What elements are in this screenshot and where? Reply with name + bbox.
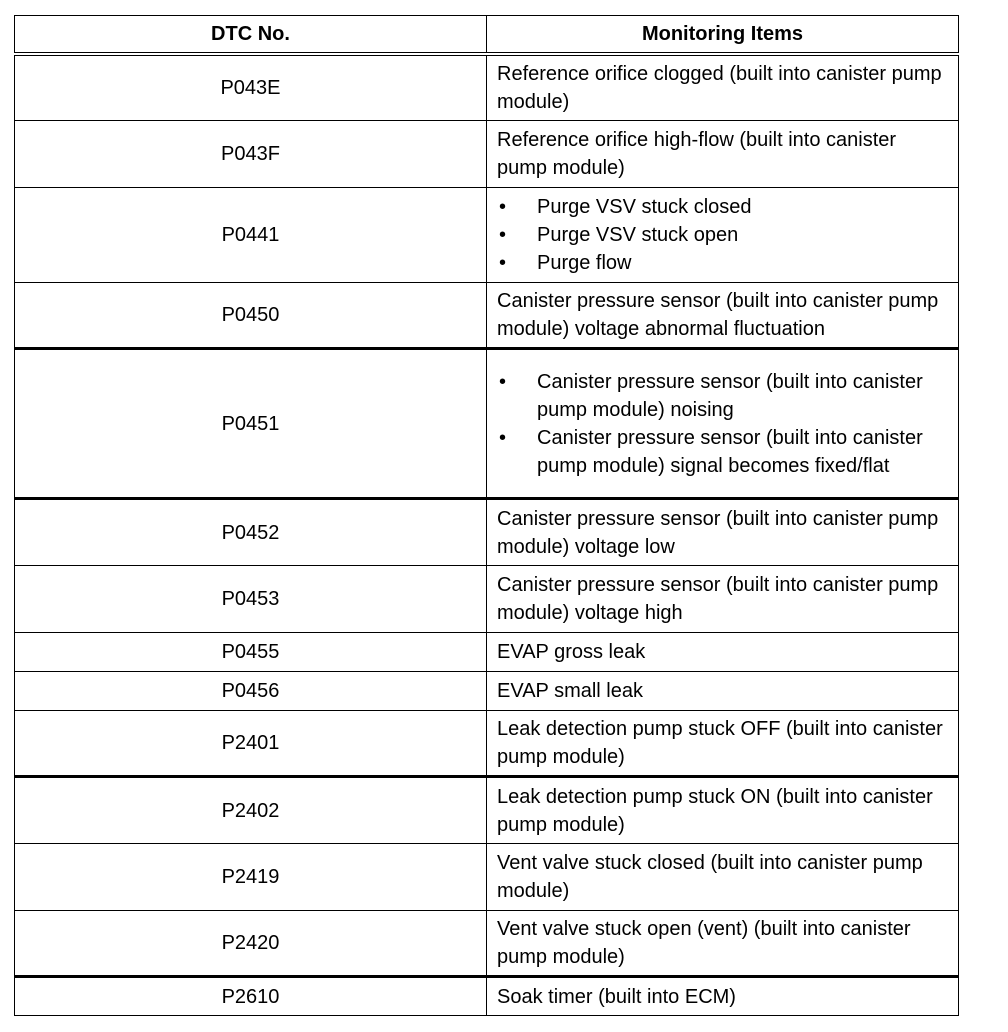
dtc-code: P0450 [15,283,487,349]
monitoring-item: Leak detection pump stuck ON (built into canister pump module) [487,777,959,844]
bullet-marker: • [499,370,507,393]
bullet-list [497,193,948,277]
header-dtc-no: DTC No. [15,16,487,54]
table-row [15,711,959,777]
bullet-text: Purge VSV stuck closed [537,196,752,218]
dtc-code: P0452 [15,499,487,566]
table-header-row [15,16,959,54]
bullet-marker: • [499,224,507,246]
header-monitoring-items: Monitoring Items [487,16,959,54]
dtc-code: P0453 [15,566,487,633]
table-row [15,672,959,711]
table-row [15,777,959,844]
table-row [15,499,959,566]
monitoring-item [487,188,959,283]
table-row [15,633,959,672]
monitoring-item: EVAP gross leak [487,633,959,672]
bullet-marker: • [499,252,507,274]
monitoring-item: EVAP small leak [487,672,959,711]
table-row [15,977,959,1016]
dtc-code: P043E [15,54,487,121]
dtc-code: P2401 [15,711,487,777]
monitoring-item: Vent valve stuck open (vent) (built into canister pump module) [487,911,959,977]
table-row [15,349,959,499]
dtc-code: P2610 [15,977,487,1016]
bullet-list [497,368,948,480]
monitoring-item [487,349,959,499]
monitoring-item: Canister pressure sensor (built into canister pump module) voltage abnormal fluctuation [487,283,959,349]
dtc-code: P2420 [15,911,487,977]
bullet-text: Canister pressure sensor (built into canister pump module) signal becomes fixed/flat [537,426,923,477]
bullet-marker: • [499,196,507,218]
table-row [15,566,959,633]
bullet-text: Canister pressure sensor (built into canister pump module) noising [537,370,923,421]
table-row [15,188,959,283]
bullet-text: Purge flow [537,252,632,274]
dtc-code: P0451 [15,349,487,499]
monitoring-item: Reference orifice high-flow (built into canister pump module) [487,121,959,188]
table-row [15,283,959,349]
monitoring-item: Canister pressure sensor (built into canister pump module) voltage high [487,566,959,633]
bullet-item [497,368,948,424]
dtc-code: P2402 [15,777,487,844]
dtc-code: P0456 [15,672,487,711]
dtc-code: P0441 [15,188,487,283]
monitoring-item: Vent valve stuck closed (built into canister pump module) [487,844,959,911]
table-row [15,54,959,121]
dtc-code: P043F [15,121,487,188]
dtc-monitoring-table [14,15,959,1016]
dtc-code: P0455 [15,633,487,672]
monitoring-item: Soak timer (built into ECM) [487,977,959,1016]
bullet-item [497,193,948,221]
monitoring-item: Reference orifice clogged (built into canister pump module) [487,54,959,121]
dtc-code: P2419 [15,844,487,911]
table-row [15,844,959,911]
monitoring-item: Canister pressure sensor (built into canister pump module) voltage low [487,499,959,566]
bullet-text: Purge VSV stuck open [537,224,739,246]
table-row [15,911,959,977]
bullet-item [497,249,948,277]
table-row [15,121,959,188]
bullet-item [497,221,948,249]
bullet-marker: • [499,426,507,449]
bullet-item [497,424,948,480]
monitoring-item: Leak detection pump stuck OFF (built into canister pump module) [487,711,959,777]
